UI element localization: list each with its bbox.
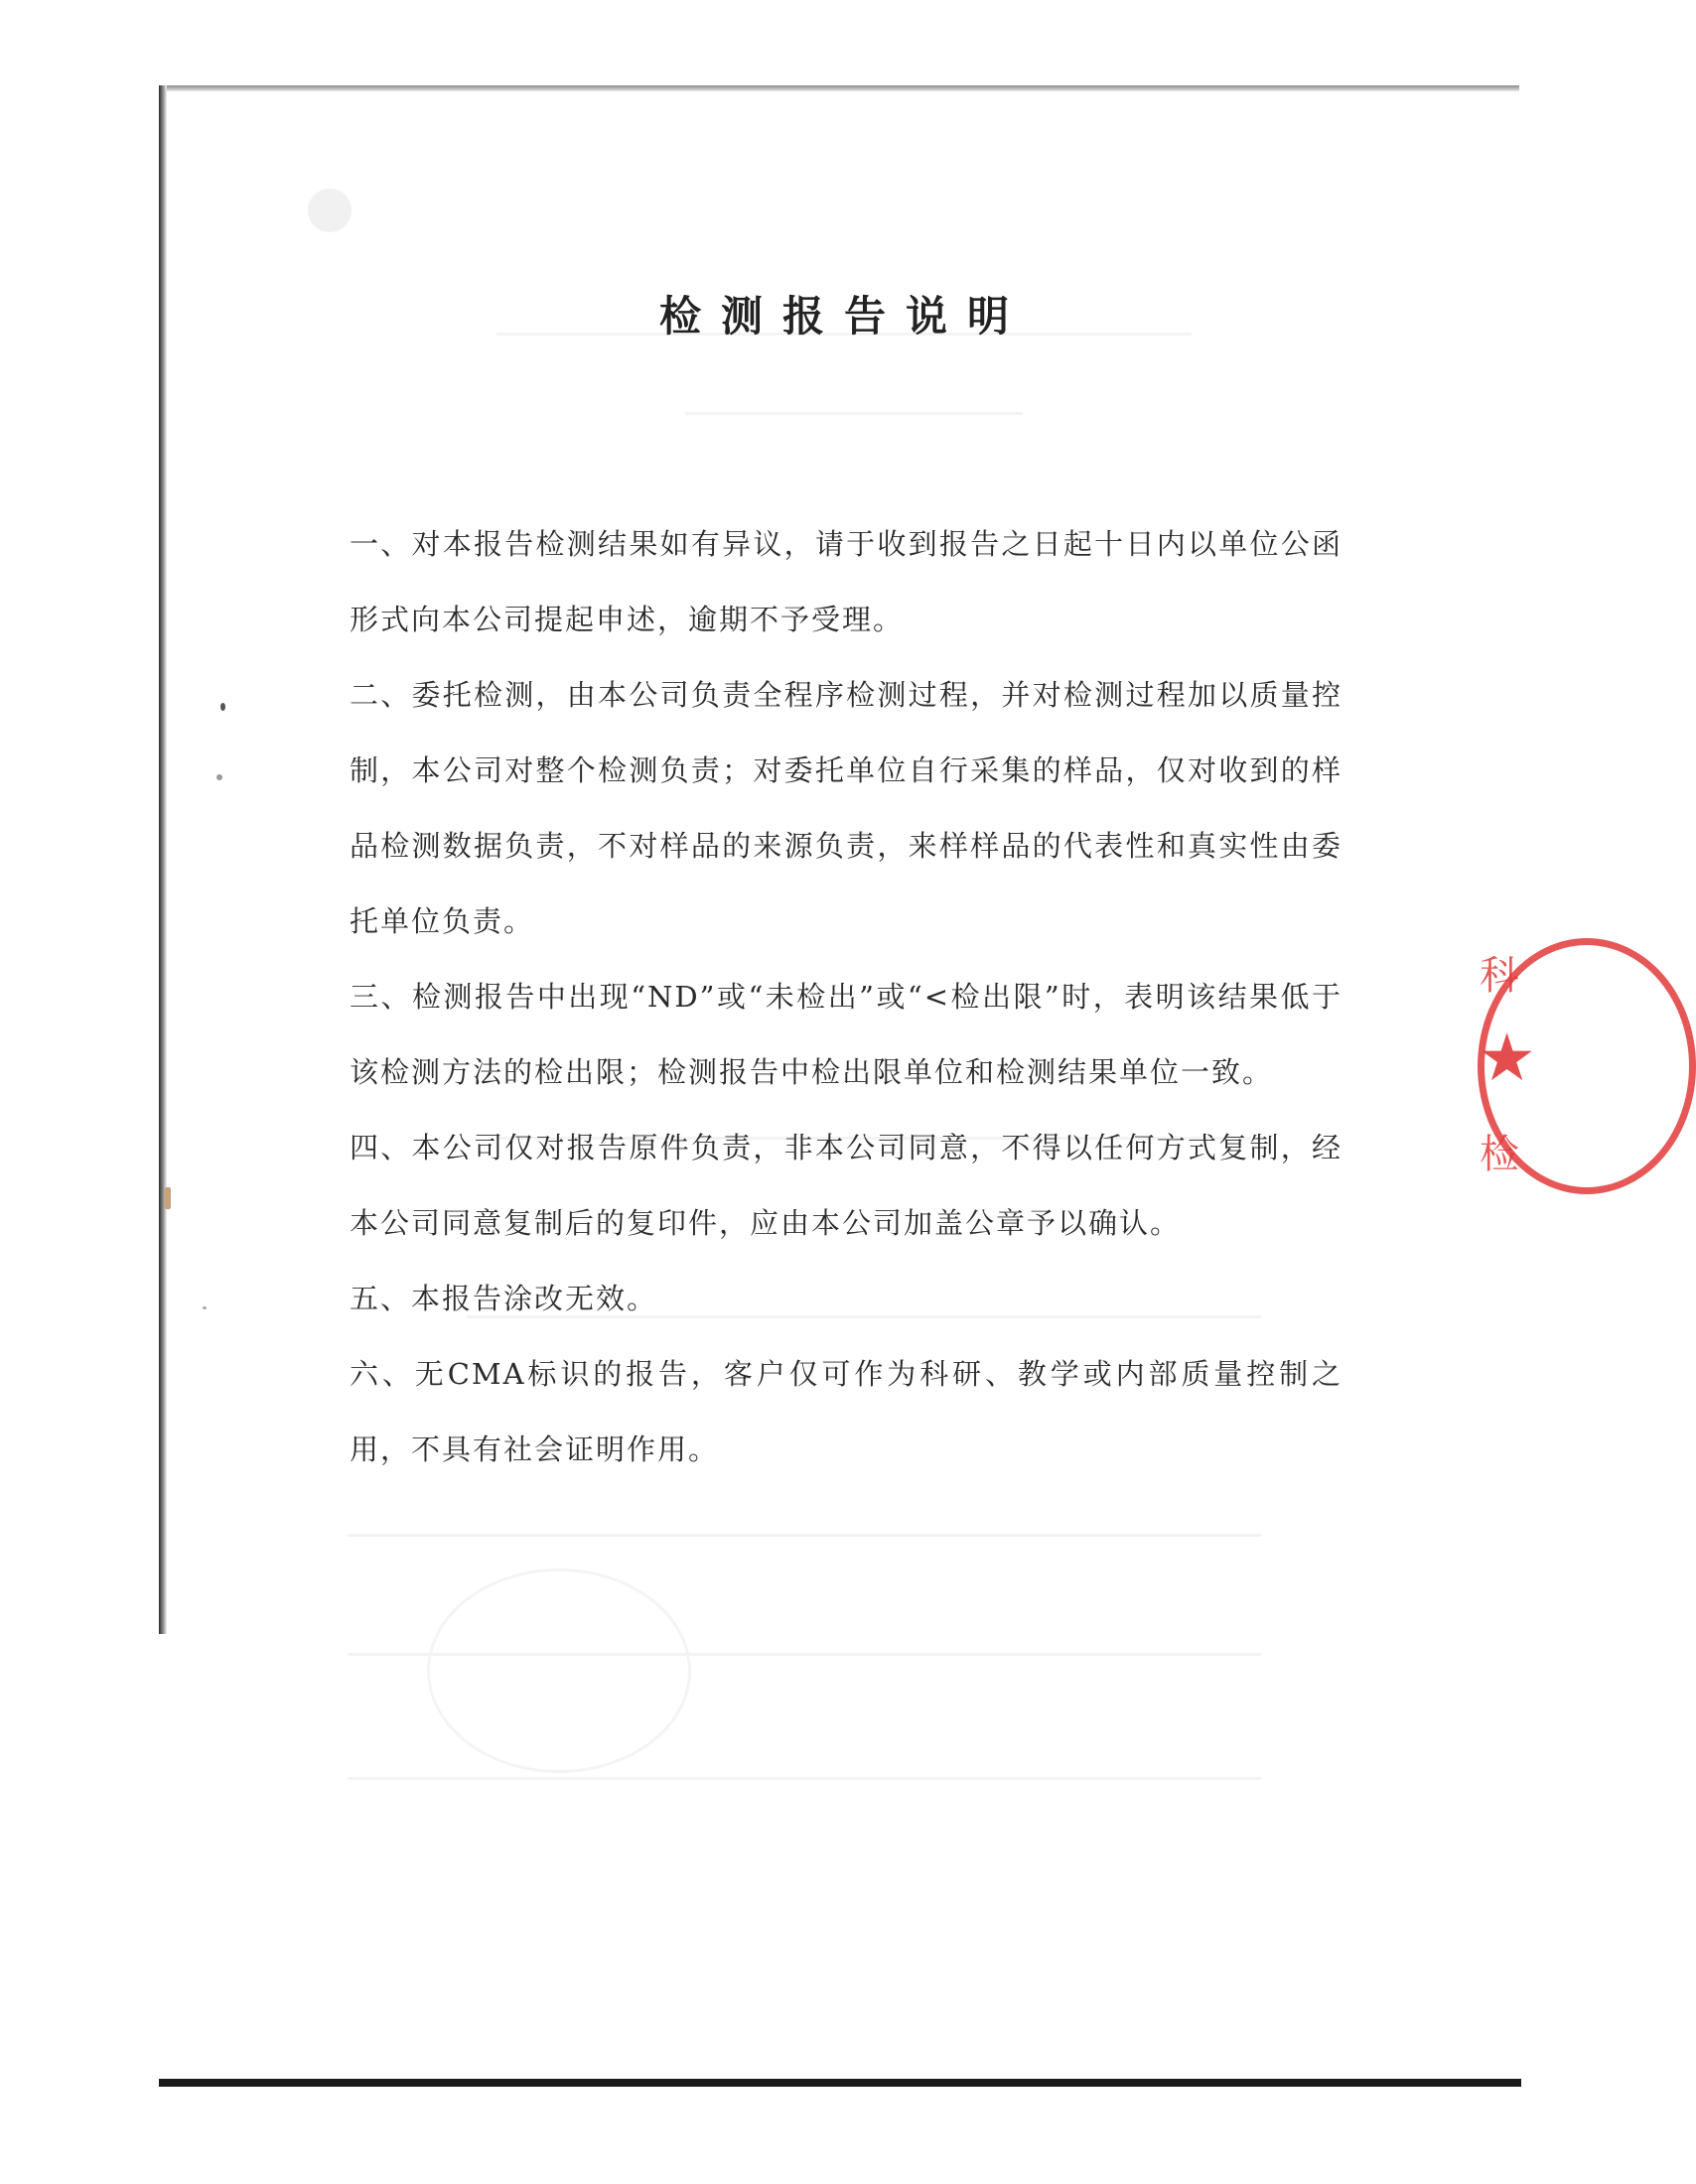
star-icon: ★	[1478, 1020, 1537, 1096]
scan-bottom-edge	[159, 2079, 1521, 2087]
note-6: 六、无CMA标识的报告，客户仅可作为科研、教学或内部质量控制之用，不具有社会证明作用。	[350, 1357, 1343, 1466]
scan-speck	[220, 703, 225, 711]
scan-speck	[165, 1187, 171, 1209]
seal-char-bottom: 检	[1480, 1132, 1519, 1177]
bleed-through-emblem	[308, 189, 352, 232]
note-4: 四、本公司仅对报告原件负责，非本公司同意，不得以任何方式复制，经本公司同意复制后的复印件，应由本公司加盖公章予以确认。	[350, 1131, 1343, 1240]
note-5: 五、本报告涂改无效。	[350, 1282, 658, 1315]
bleed-through-stamp	[427, 1569, 691, 1773]
bleed-through-line	[348, 1534, 1261, 1537]
document-title: 检测报告说明	[658, 292, 1029, 341]
bleed-through-line	[348, 1777, 1261, 1780]
seal-char-top: 科	[1480, 953, 1519, 999]
scan-speck	[203, 1306, 207, 1309]
scan-top-edge	[159, 85, 1519, 91]
note-2: 二、委托检测，由本公司负责全程序检测过程，并对检测过程加以质量控制，本公司对整个检测负责；对委托单位自行采集的样品，仅对收到的样品检测数据负责，不对样品的来源负责，来样样品的代表性和真实性由委托单位负责。	[350, 678, 1343, 938]
scan-speck	[216, 774, 222, 780]
bleed-through-line	[685, 412, 1023, 415]
company-seal	[1478, 938, 1537, 1194]
notes-list	[350, 506, 1343, 1487]
note-3: 三、检测报告中出现“ND”或“未检出”或“<检出限”时，表明该结果低于该检测方法的检出限；检测报告中检出限单位和检测结果单位一致。	[350, 980, 1343, 1089]
note-1: 一、对本报告检测结果如有异议，请于收到报告之日起十日内以单位公函形式向本公司提起申述，逾期不予受理。	[350, 527, 1343, 636]
